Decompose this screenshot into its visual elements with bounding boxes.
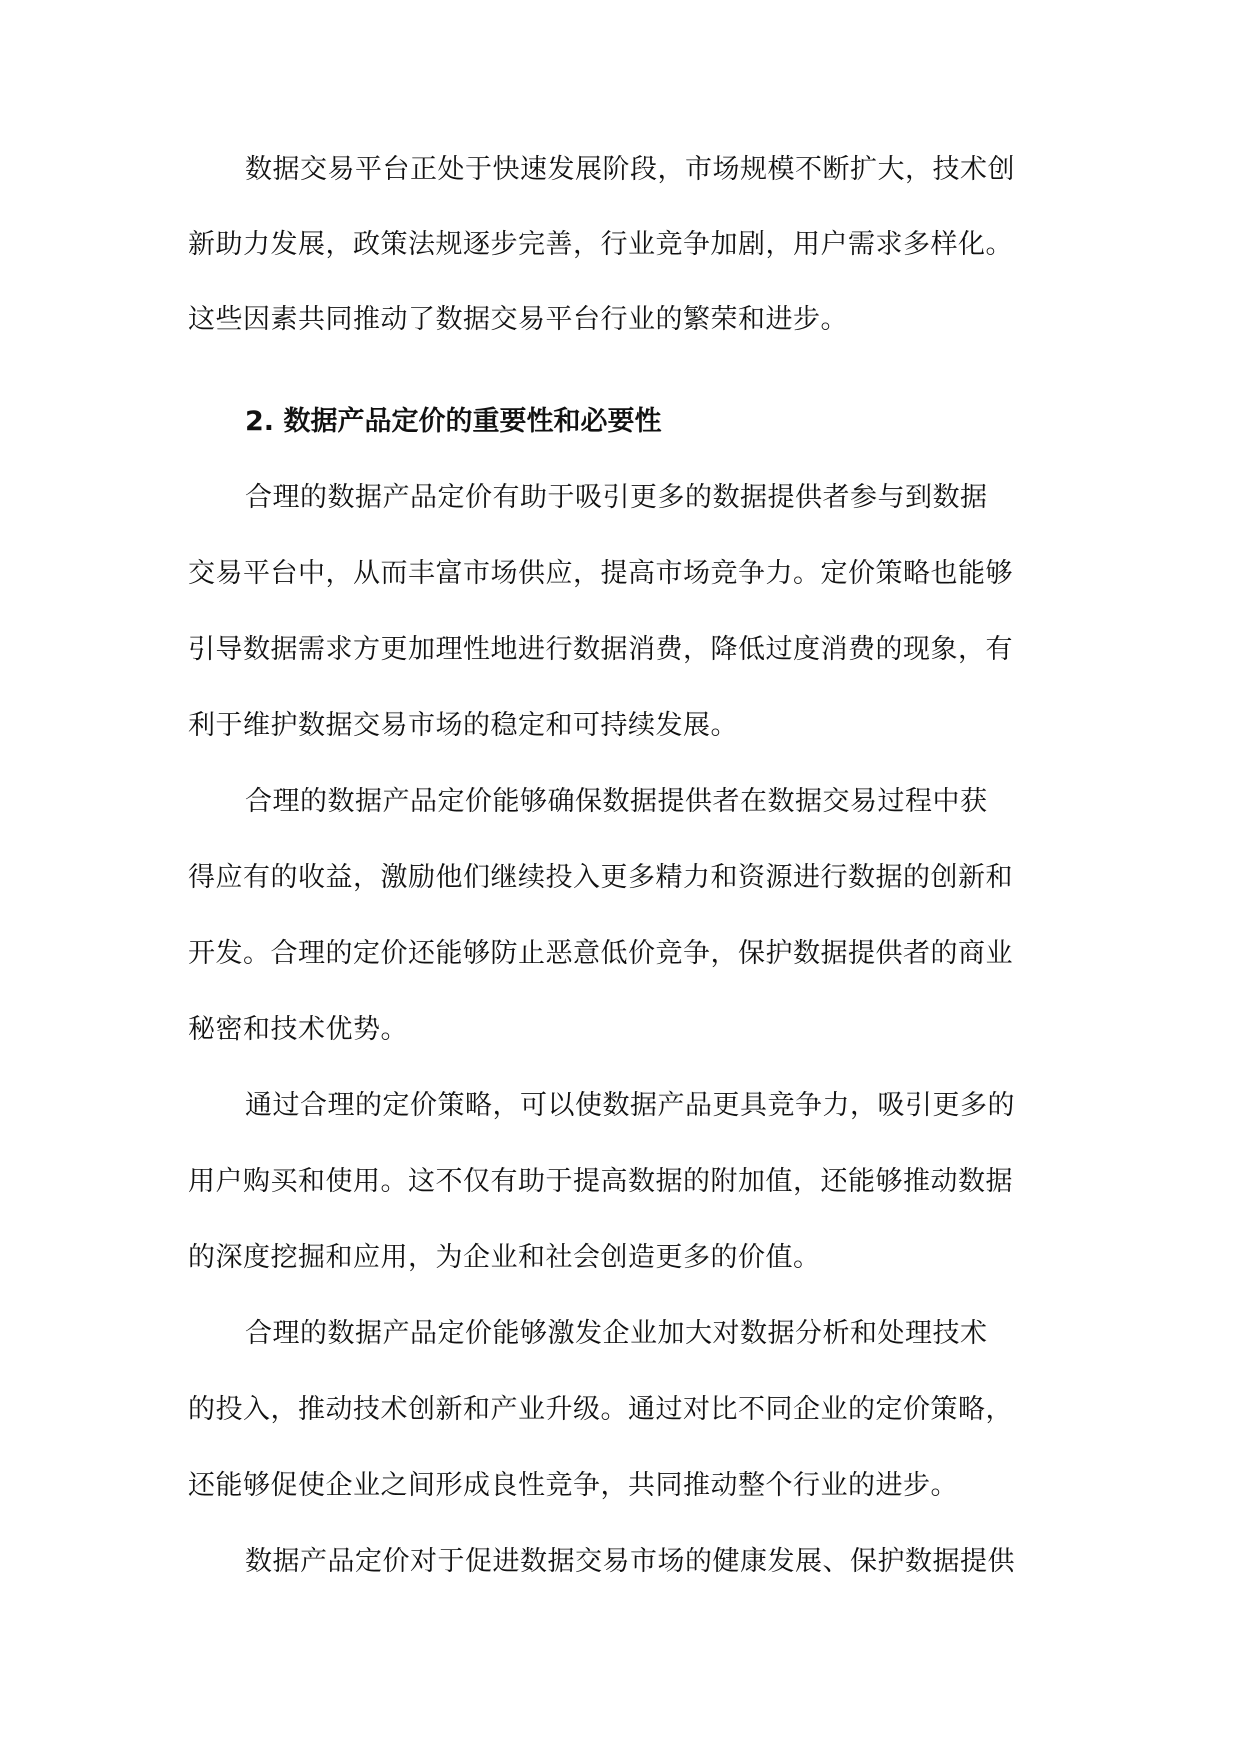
paragraph-line: 合理的数据产品定价有助于吸引更多的数据提供者参与到数据 xyxy=(245,482,988,513)
paragraph-line: 的深度挖掘和应用，为企业和社会创造更多的价值。 xyxy=(188,1242,821,1273)
paragraph-line: 用户购买和使用。这不仅有助于提高数据的附加值，还能够推动数据 xyxy=(188,1166,1013,1197)
paragraph-line: 利于维护数据交易市场的稳定和可持续发展。 xyxy=(188,710,738,741)
paragraph-line: 通过合理的定价策略，可以使数据产品更具竞争力，吸引更多的 xyxy=(245,1090,1015,1121)
paragraph-line: 这些因素共同推动了数据交易平台行业的繁荣和进步。 xyxy=(188,304,848,335)
paragraph-line: 的投入，推动技术创新和产业升级。通过对比不同企业的定价策略， xyxy=(188,1394,1013,1425)
paragraph-line: 开发。合理的定价还能够防止恶意低价竞争，保护数据提供者的商业 xyxy=(188,938,1013,969)
paragraph-line: 交易平台中，从而丰富市场供应，提高市场竞争力。定价策略也能够 xyxy=(188,558,1013,589)
paragraph-line: 新助力发展，政策法规逐步完善，行业竞争加剧，用户需求多样化。 xyxy=(188,229,1013,260)
paragraph-line: 得应有的收益，激励他们继续投入更多精力和资源进行数据的创新和 xyxy=(188,862,1013,893)
paragraph-line: 数据产品定价对于促进数据交易市场的健康发展、保护数据提供 xyxy=(245,1546,1015,1577)
paragraph-line: 合理的数据产品定价能够确保数据提供者在数据交易过程中获 xyxy=(245,786,988,817)
section-heading: 2. 数据产品定价的重要性和必要性 xyxy=(245,406,662,437)
paragraph-line: 数据交易平台正处于快速发展阶段，市场规模不断扩大，技术创 xyxy=(245,154,1015,185)
paragraph-line: 引导数据需求方更加理性地进行数据消费，降低过度消费的现象，有 xyxy=(188,634,1013,665)
paragraph-line: 合理的数据产品定价能够激发企业加大对数据分析和处理技术 xyxy=(245,1318,988,1349)
paragraph-line: 秘密和技术优势。 xyxy=(188,1014,408,1045)
paragraph-line: 还能够促使企业之间形成良性竞争，共同推动整个行业的进步。 xyxy=(188,1470,958,1501)
